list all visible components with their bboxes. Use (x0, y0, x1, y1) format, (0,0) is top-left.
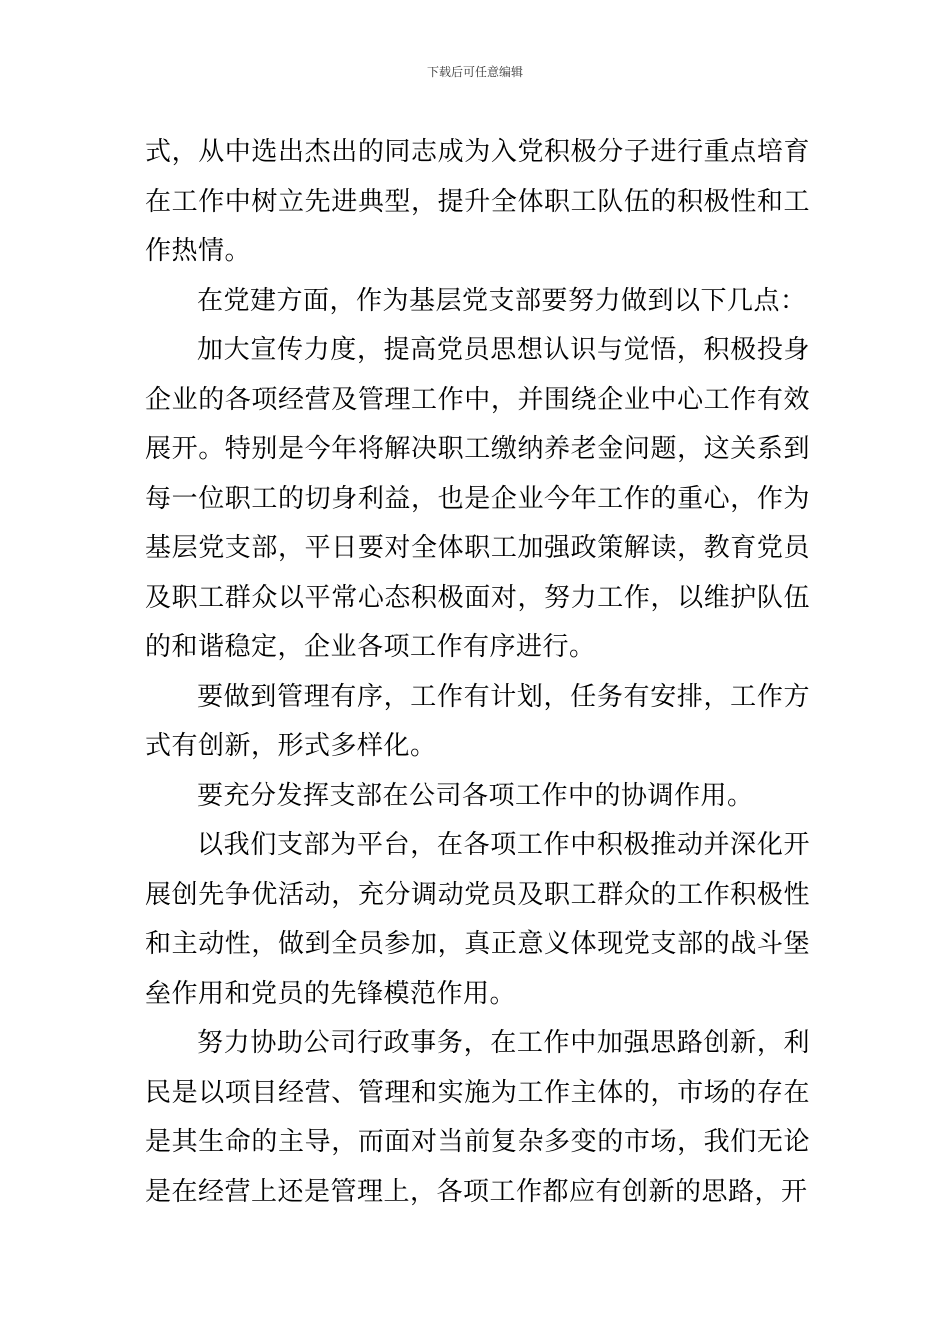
paragraph-2: 在党建方面，作为基层党支部要努力做到以下几点： (197, 285, 807, 316)
page-header: 下载后可任意编辑 (426, 65, 523, 79)
paragraph-7: 努力协助公司行政事务，在工作中加强思路创新，利民是以项目经营、管理和实施为工作主体的，市场的存在是其生命的主导，而面对当前复杂多变的市场，我们无论是在经营上还是管理上，各项工作都应有创新的思路，开 (145, 1028, 810, 1207)
paragraph-1: 式，从中选出杰出的同志成为入党积极分子进行重点培育在工作中树立先进典型，提升全体职工队伍的积极性和工作热情。 (145, 137, 810, 266)
paragraph-3: 加大宣传力度，提高党员思想认识与觉悟，积极投身企业的各项经营及管理工作中，并围绕企业中心工作有效展开。特别是今年将解决职工缴纳养老金问题，这关系到每一位职工的切身利益，也是企业今年工作的重心，作为基层党支部，平日要对全体职工加强政策解读，教育党员及职工群众以平常心态积极面对，努力工作，以维护队伍的和谐稳定，企业各项工作有序进行。 (145, 335, 810, 662)
document-body (145, 128, 810, 1217)
paragraph-4: 要做到管理有序，工作有计划，任务有安排，工作方式有创新，形式多样化。 (145, 681, 810, 761)
paragraph-5: 要充分发挥支部在公司各项工作中的协调作用。 (197, 780, 754, 811)
paragraph-6: 以我们支部为平台，在各项工作中积极推动并深化开展创先争优活动，充分调动党员及职工群众的工作积极性和主动性，做到全员参加，真正意义体现党支部的战斗堡垒作用和党员的先锋模范作用。 (145, 830, 810, 1009)
